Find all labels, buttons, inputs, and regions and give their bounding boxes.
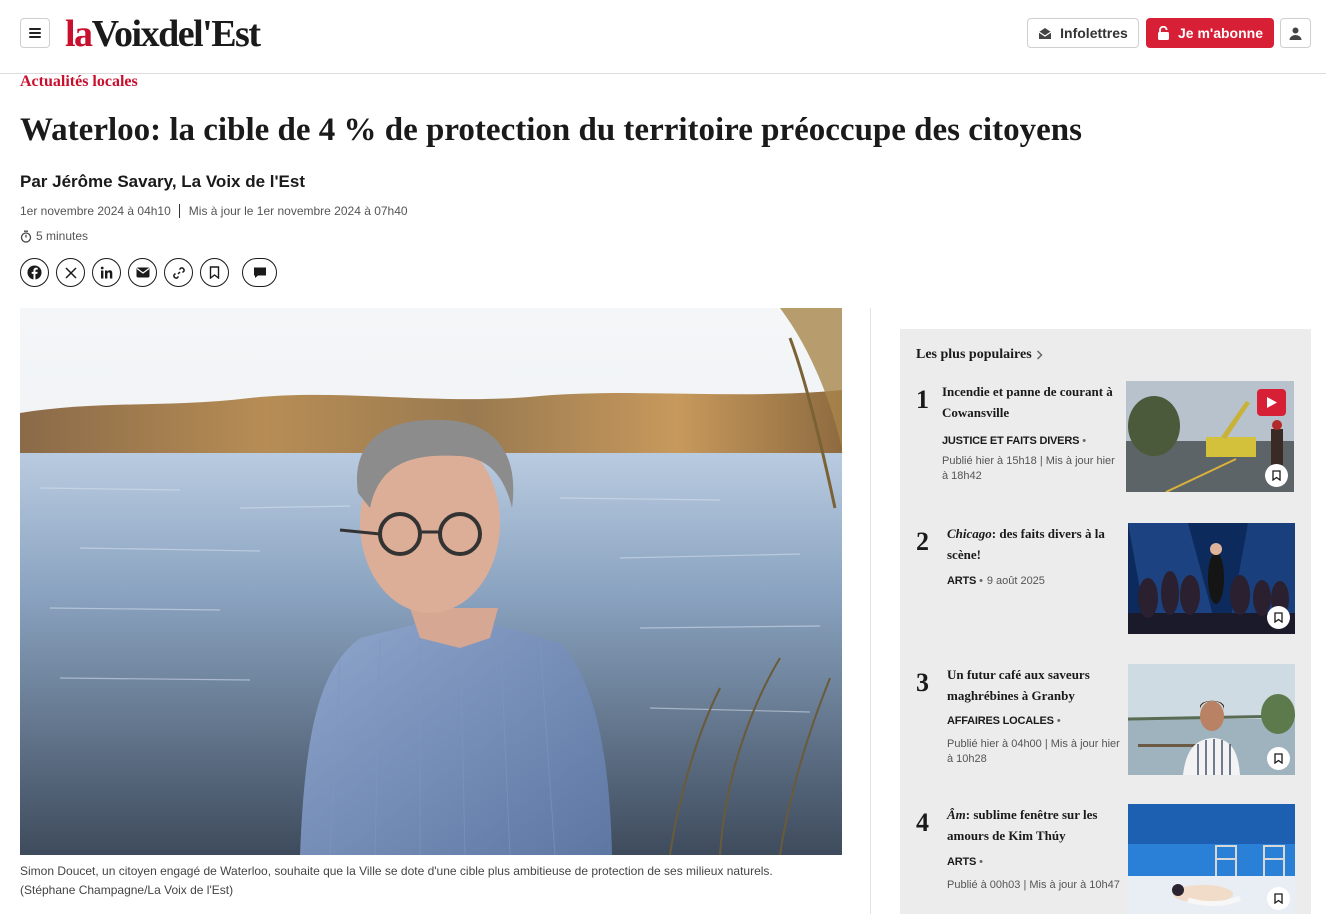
copy-link-button[interactable] bbox=[164, 258, 193, 287]
popular-item-title-text: Incendie et panne de courant à Cowansville bbox=[942, 384, 1113, 420]
popular-item-date: 9 août 2025 bbox=[986, 575, 1045, 587]
logo-prefix: la bbox=[65, 13, 92, 55]
date-separator bbox=[179, 204, 180, 218]
article-headline: Waterloo: la cible de 4 % de protection du territoire préoccupe des citoyens bbox=[20, 112, 1082, 148]
save-button[interactable] bbox=[1267, 747, 1290, 770]
popular-item-title-italic: Âm bbox=[947, 807, 966, 822]
article-byline: Par Jérôme Savary, La Voix de l'Est bbox=[20, 172, 305, 191]
linkedin-icon bbox=[100, 266, 113, 279]
link-icon bbox=[172, 266, 186, 280]
caption-text: Simon Doucet, un citoyen engagé de Waterloo, souhaite que la Ville se dote d'une cible plus ambitieuse de protection de ses milieux naturels. bbox=[20, 864, 773, 878]
popular-item-thumbnail[interactable] bbox=[1128, 664, 1296, 775]
popular-item-meta: Publié à 00h03 | Mis à jour à 10h47 bbox=[947, 879, 1120, 891]
subscribe-button[interactable] bbox=[1146, 18, 1274, 48]
video-badge bbox=[1257, 389, 1286, 416]
site-logo[interactable] bbox=[65, 12, 259, 56]
photo-caption bbox=[20, 862, 842, 900]
subscribe-label: Je m'abonne bbox=[1177, 25, 1264, 41]
section-link[interactable]: Actualités locales bbox=[20, 73, 138, 90]
bookmark-icon bbox=[1274, 753, 1283, 764]
hamburger-icon bbox=[29, 28, 41, 38]
envelope-open-icon bbox=[1038, 27, 1052, 40]
share-email-button[interactable] bbox=[128, 258, 157, 287]
popular-item-meta: Publié hier à 15h18 | Mis à jour hier à 18h42 bbox=[942, 455, 1115, 482]
newsletters-label: Infolettres bbox=[1060, 25, 1128, 41]
save-button[interactable] bbox=[1267, 606, 1290, 629]
popular-item-title bbox=[947, 664, 1119, 706]
save-button[interactable] bbox=[1267, 887, 1290, 910]
popular-item-title bbox=[947, 804, 1119, 846]
popular-item-category[interactable]: JUSTICE ET FAITS DIVERS • bbox=[942, 435, 1086, 447]
site-header bbox=[0, 0, 1326, 74]
read-time bbox=[20, 229, 88, 243]
popular-item-meta: Publié hier à 04h00 | Mis à jour hier à 10h28 bbox=[947, 738, 1120, 765]
caption-credit: (Stéphane Champagne/La Voix de l'Est) bbox=[20, 883, 234, 897]
facebook-icon bbox=[27, 265, 42, 280]
category-label: ARTS bbox=[947, 575, 977, 587]
bookmark-icon bbox=[1274, 893, 1283, 904]
read-time-label: 5 minutes bbox=[36, 229, 89, 243]
popular-item-title-italic: Chicago bbox=[947, 526, 992, 541]
stopwatch-icon bbox=[20, 230, 32, 243]
logo-name: Voixdel'Est bbox=[91, 13, 260, 55]
article-photo[interactable] bbox=[20, 308, 842, 855]
bookmark-icon bbox=[1272, 470, 1281, 481]
popular-rank: 3 bbox=[916, 668, 929, 697]
article-dates bbox=[20, 204, 408, 218]
play-icon bbox=[1266, 396, 1278, 409]
unlock-icon bbox=[1157, 26, 1170, 40]
chevron-right-icon bbox=[1036, 350, 1043, 360]
popular-panel bbox=[900, 329, 1311, 914]
email-icon bbox=[136, 267, 150, 278]
popular-item-title bbox=[947, 523, 1119, 565]
published-date: 1er novembre 2024 à 04h10 bbox=[20, 204, 171, 218]
menu-button[interactable] bbox=[20, 18, 50, 48]
category-label: JUSTICE ET FAITS DIVERS bbox=[942, 435, 1080, 447]
popular-item-category[interactable]: AFFAIRES LOCALES • bbox=[947, 715, 1061, 727]
popular-item[interactable] bbox=[900, 381, 1311, 511]
popular-item-title-text: : des faits divers à la scène! bbox=[947, 526, 1105, 562]
popular-item-thumbnail[interactable] bbox=[1128, 804, 1296, 914]
popular-rank: 1 bbox=[916, 385, 929, 414]
x-icon bbox=[65, 267, 77, 279]
popular-rank: 2 bbox=[916, 527, 929, 556]
popular-title-label: Les plus populaires bbox=[916, 347, 1032, 362]
share-facebook-button[interactable] bbox=[20, 258, 49, 287]
share-x-button[interactable] bbox=[56, 258, 85, 287]
bookmark-icon bbox=[209, 266, 220, 279]
popular-item[interactable] bbox=[900, 523, 1311, 653]
user-icon bbox=[1289, 27, 1302, 40]
popular-item-thumbnail[interactable] bbox=[1126, 381, 1294, 492]
updated-date: Mis à jour le 1er novembre 2024 à 07h40 bbox=[188, 204, 408, 218]
category-label: ARTS bbox=[947, 856, 977, 868]
account-button[interactable] bbox=[1280, 18, 1311, 48]
save-button[interactable] bbox=[1265, 464, 1288, 487]
photo-illustration bbox=[20, 308, 842, 855]
popular-item-title bbox=[942, 381, 1114, 423]
share-linkedin-button[interactable] bbox=[92, 258, 121, 287]
category-label: AFFAIRES LOCALES bbox=[947, 715, 1054, 727]
popular-item[interactable] bbox=[900, 664, 1311, 794]
comments-button[interactable] bbox=[242, 258, 277, 287]
popular-item-title-text: Un futur café aux saveurs maghrébines à Granby bbox=[947, 667, 1090, 703]
popular-item-category[interactable]: ARTS • bbox=[947, 856, 983, 868]
popular-title[interactable] bbox=[916, 347, 1043, 363]
popular-item-title-text: : sublime fenêtre sur les amours de Kim Thúy bbox=[947, 807, 1098, 843]
popular-rank: 4 bbox=[916, 808, 929, 837]
popular-item-thumbnail[interactable] bbox=[1128, 523, 1296, 634]
save-article-button[interactable] bbox=[200, 258, 229, 287]
comment-icon bbox=[253, 266, 267, 279]
newsletters-button[interactable] bbox=[1027, 18, 1139, 48]
column-divider bbox=[870, 308, 871, 914]
popular-item-category[interactable]: ARTS • 9 août 2025 bbox=[947, 575, 1045, 587]
popular-item[interactable] bbox=[900, 804, 1311, 914]
bookmark-icon bbox=[1274, 612, 1283, 623]
